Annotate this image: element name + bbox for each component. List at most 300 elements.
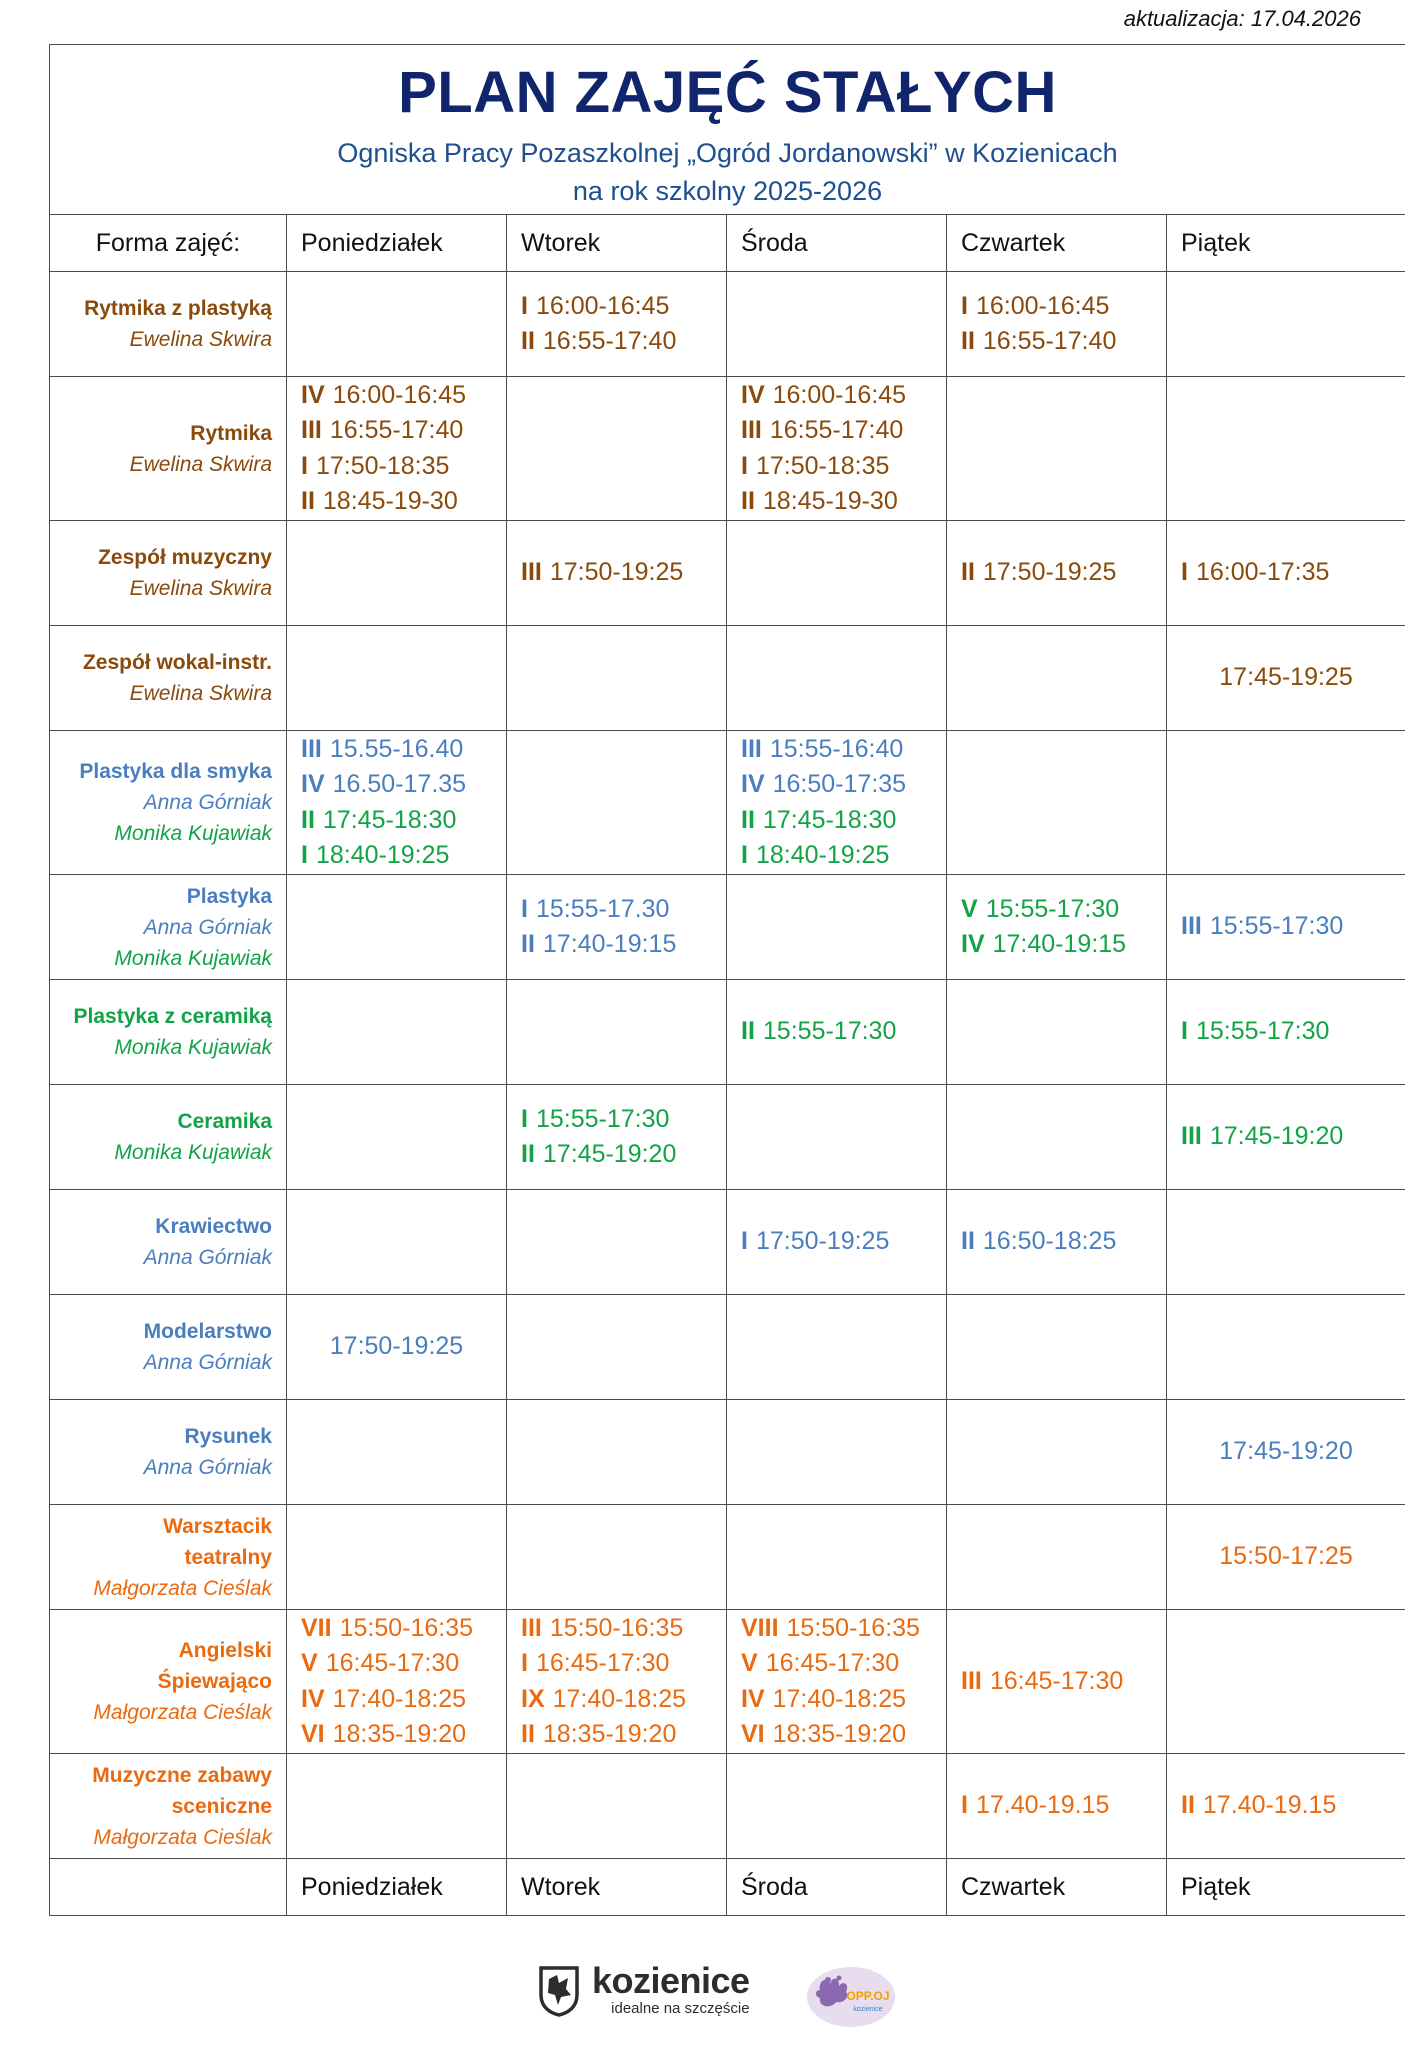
schedule-cell-wed [727, 626, 947, 731]
footer-day-mon: Poniedziałek [287, 1859, 507, 1916]
schedule-cell-thu [947, 1610, 1167, 1754]
schedule-cell-tue [507, 272, 727, 377]
schedule-cell-fri [1167, 1505, 1405, 1610]
time-slot [301, 732, 506, 768]
teacher-name: Anna Górniak [143, 1456, 272, 1479]
time-range: 17:45-19:20 [1219, 1437, 1353, 1466]
group-label: IV [961, 930, 985, 958]
schedule-row [50, 521, 1405, 626]
schedule-row [50, 1505, 1405, 1610]
group-label: III [1181, 912, 1202, 941]
group-label: I [521, 894, 528, 923]
time-range: 16:45-17:30 [765, 1649, 900, 1677]
schedule-cell-tue [507, 731, 727, 875]
time-range: 17:50-19:25 [982, 558, 1117, 587]
schedule-cell-mon [287, 1400, 507, 1505]
time-range: 16:00-16:45 [535, 291, 670, 320]
group-label: I [741, 841, 748, 869]
time-range: 18:45-19-30 [762, 487, 898, 515]
time-slot [741, 1682, 946, 1718]
title-row [50, 45, 1405, 215]
activity-name: Ceramika [177, 1110, 272, 1133]
schedule-cell-tue [507, 377, 727, 521]
group-label: II [741, 487, 755, 515]
time-slot [301, 449, 506, 485]
activity-name: Rytmika [190, 421, 272, 445]
group-label: V [961, 894, 978, 923]
time-range: 18:40-19:25 [315, 841, 450, 869]
schedule-cell-wed [727, 1505, 947, 1610]
time-slot [521, 1611, 726, 1647]
time-range: 16.50-17.35 [332, 770, 467, 798]
schedule-cell-fri [1167, 377, 1405, 521]
time-range: 16:45-17:30 [989, 1666, 1124, 1695]
schedule-cell-tue [507, 1295, 727, 1400]
time-slot [961, 1664, 1166, 1700]
group-label: I [521, 1104, 528, 1133]
time-slot [961, 927, 1166, 963]
time-range: 16:55-17:40 [329, 416, 464, 444]
schedule-cell-thu [947, 1400, 1167, 1505]
time-slot [301, 803, 506, 839]
group-label: III [961, 1666, 982, 1695]
activity-cell [50, 875, 287, 980]
group-label: III [741, 416, 762, 444]
schedule-cell-tue [507, 1610, 727, 1754]
teacher-name: Ewelina Skwira [129, 682, 272, 705]
activity-cell [50, 1610, 287, 1754]
time-range: 17.40-19.15 [1202, 1791, 1337, 1820]
group-label: IV [301, 380, 325, 409]
group-label: III [521, 558, 542, 587]
kozienice-logo [538, 1960, 750, 2017]
schedule-row [50, 875, 1405, 980]
time-slot [741, 1717, 946, 1753]
group-label: I [301, 841, 308, 869]
time-slot [741, 378, 946, 414]
schedule-cell-wed [727, 272, 947, 377]
group-label: II [301, 805, 315, 834]
schedule-cell-wed [727, 731, 947, 875]
time-slot [521, 324, 726, 360]
time-range: 17:45-19:25 [1219, 663, 1353, 692]
kozienice-crest-icon [538, 1965, 580, 2017]
time-range: 15:55-17.30 [535, 894, 670, 923]
time-slot [961, 1788, 1166, 1824]
schedule-cell-tue [507, 875, 727, 980]
time-slot [741, 1014, 946, 1050]
opp-logo-subtext: kozienice [853, 2006, 883, 2013]
time-range: 16:55-17:40 [982, 327, 1117, 355]
schedule-cell-fri [1167, 1610, 1405, 1754]
footer-row [50, 1859, 1405, 1916]
activity-name: Modelarstwo [143, 1320, 272, 1343]
schedule-cell-mon [287, 272, 507, 377]
time-slot [521, 927, 726, 963]
time-slot [741, 1611, 946, 1647]
teacher-name: Anna Górniak [143, 791, 272, 814]
activity-cell [50, 731, 287, 875]
time-range: 16:50-17:35 [772, 770, 907, 798]
time-slot [301, 413, 506, 449]
time-slot [741, 449, 946, 485]
schedule-cell-tue [507, 1754, 727, 1859]
group-label: III [301, 416, 322, 444]
schedule-row [50, 626, 1405, 731]
group-label: IV [741, 380, 765, 409]
time-slot [1181, 555, 1405, 591]
schedule-table [49, 44, 1405, 1916]
time-slot [1167, 1434, 1405, 1470]
schedule-cell-thu [947, 1295, 1167, 1400]
group-label: III [1181, 1122, 1202, 1151]
schedule-row [50, 1400, 1405, 1505]
footer-logos [0, 1960, 1405, 2034]
schedule-cell-thu [947, 626, 1167, 731]
group-label: II [521, 1140, 535, 1168]
time-slot [741, 413, 946, 449]
teacher-name: Monika Kujawiak [114, 946, 272, 970]
brand-name: kozienice [592, 1960, 750, 2001]
time-slot [961, 555, 1166, 591]
schedule-row [50, 1610, 1405, 1754]
time-slot [741, 732, 946, 768]
time-slot [1167, 1539, 1405, 1575]
activity-cell [50, 1754, 287, 1859]
schedule-cell-wed [727, 1400, 947, 1505]
time-range: 17:45-19:20 [542, 1140, 677, 1168]
schedule-row [50, 731, 1405, 875]
schedule-row [50, 1295, 1405, 1400]
time-range: 18:35-19:20 [542, 1720, 677, 1748]
teacher-name: Anna Górniak [143, 1351, 272, 1374]
schedule-cell-thu [947, 272, 1167, 377]
time-range: 17:50-19:25 [329, 1332, 464, 1361]
time-slot [1167, 660, 1405, 696]
schedule-cell-wed [727, 980, 947, 1085]
title-cell [50, 45, 1405, 215]
activity-cell [50, 377, 287, 521]
group-label: I [1181, 558, 1188, 587]
footer-day-tue: Wtorek [507, 1859, 727, 1916]
time-slot [301, 1717, 506, 1753]
group-label: II [1181, 1791, 1195, 1820]
teacher-name: Ewelina Skwira [129, 328, 272, 351]
time-slot [521, 555, 726, 591]
opp-logo-text: OPP.OJ [846, 1989, 890, 2003]
time-slot [521, 1102, 726, 1138]
time-range: 17:40-18:25 [332, 1684, 467, 1713]
time-range: 15:55-16:40 [769, 734, 904, 763]
footer-empty-cell [50, 1859, 287, 1916]
teacher-name: Monika Kujawiak [114, 822, 272, 845]
schedule-cell-mon [287, 1190, 507, 1295]
activity-name: Krawiectwo [155, 1215, 272, 1238]
schedule-cell-tue [507, 1505, 727, 1610]
footer-day-wed: Środa [727, 1859, 947, 1916]
schedule-cell-mon [287, 875, 507, 980]
time-range: 17:40-19:15 [992, 930, 1127, 958]
activity-name: Śpiewająco [157, 1670, 272, 1693]
group-label: II [521, 1720, 535, 1748]
time-slot [961, 892, 1166, 928]
schedule-cell-wed [727, 521, 947, 626]
time-range: 17:40-18:25 [552, 1684, 687, 1713]
group-label: I [961, 291, 968, 320]
time-slot [1181, 1119, 1405, 1155]
footer-day-fri: Piątek [1167, 1859, 1405, 1916]
subtitle-line-1: Ogniska Pracy Pozaszkolnej „Ogród Jordanowski” w Kozienicach [337, 137, 1118, 168]
time-range: 18:45-19-30 [322, 487, 458, 515]
schedule-cell-wed [727, 377, 947, 521]
schedule-cell-fri [1167, 1754, 1405, 1859]
schedule-cell-wed [727, 875, 947, 980]
time-range: 17:40-18:25 [772, 1684, 907, 1713]
time-range: 17:45-18:30 [322, 805, 457, 834]
activity-cell [50, 1505, 287, 1610]
time-slot [521, 892, 726, 928]
group-label: VI [301, 1720, 325, 1748]
schedule-cell-mon [287, 980, 507, 1085]
time-range: 17:50-19:25 [755, 1227, 890, 1256]
time-range: 15:50-16:35 [786, 1613, 920, 1642]
group-label: II [521, 327, 535, 355]
time-slot [961, 1224, 1166, 1260]
time-range: 18:35-19:20 [332, 1720, 467, 1748]
page-subtitle [50, 134, 1405, 210]
header-day-wed: Środa [727, 215, 947, 272]
time-slot [301, 838, 506, 874]
time-range: 17:50-18:35 [755, 451, 890, 480]
schedule-cell-thu [947, 980, 1167, 1085]
time-slot [521, 1682, 726, 1718]
group-label: II [741, 805, 755, 834]
group-label: I [521, 291, 528, 320]
teacher-name: Małgorzata Cieślak [93, 1701, 272, 1724]
schedule-cell-tue [507, 1085, 727, 1190]
opp-logo [806, 1966, 896, 2033]
time-slot [301, 767, 506, 803]
activity-cell [50, 1400, 287, 1505]
header-day-mon: Poniedziałek [287, 215, 507, 272]
schedule-cell-wed [727, 1610, 947, 1754]
group-label: IV [301, 1684, 325, 1713]
header-form: Forma zajęć: [50, 215, 287, 272]
schedule-cell-tue [507, 1400, 727, 1505]
activity-cell [50, 272, 287, 377]
schedule-cell-fri [1167, 1085, 1405, 1190]
group-label: I [521, 1649, 528, 1677]
teacher-name: Ewelina Skwira [129, 452, 272, 476]
time-slot [301, 484, 506, 520]
header-day-fri: Piątek [1167, 215, 1405, 272]
schedule-cell-thu [947, 1190, 1167, 1295]
group-label: I [1181, 1017, 1188, 1046]
header-row [50, 215, 1405, 272]
schedule-cell-tue [507, 980, 727, 1085]
schedule-row [50, 1190, 1405, 1295]
subtitle-line-2: na rok szkolny 2025-2026 [572, 175, 883, 206]
group-label: I [301, 451, 308, 480]
time-range: 18:40-19:25 [755, 841, 890, 869]
schedule-row [50, 1085, 1405, 1190]
time-range: 16:00-16:45 [332, 380, 467, 409]
schedule-cell-thu [947, 377, 1167, 521]
schedule-cell-fri [1167, 731, 1405, 875]
activity-name: Angielski [178, 1639, 272, 1662]
time-range: 16:45-17:30 [535, 1649, 670, 1677]
activity-name: Muzyczne zabawy [92, 1763, 272, 1787]
group-label: II [961, 327, 975, 355]
time-range: 15:50-17:25 [1219, 1542, 1353, 1571]
time-slot [741, 484, 946, 520]
group-label: II [741, 1017, 755, 1046]
activity-cell [50, 1085, 287, 1190]
schedule-cell-mon [287, 731, 507, 875]
time-range: 16:00-17:35 [1195, 558, 1330, 587]
schedule-cell-fri [1167, 272, 1405, 377]
schedule-cell-wed [727, 1295, 947, 1400]
schedule-cell-fri [1167, 626, 1405, 731]
schedule-cell-fri [1167, 521, 1405, 626]
activity-name: Zespół muzyczny [98, 546, 272, 569]
schedule-cell-tue [507, 1190, 727, 1295]
group-label: VII [301, 1613, 332, 1642]
schedule-cell-mon [287, 521, 507, 626]
time-slot [287, 1329, 506, 1365]
schedule-cell-thu [947, 1754, 1167, 1859]
time-slot [741, 1224, 946, 1260]
activity-cell [50, 980, 287, 1085]
group-label: II [521, 930, 535, 958]
schedule-cell-mon [287, 377, 507, 521]
time-range: 15.55-16.40 [329, 734, 464, 763]
teacher-name: Anna Górniak [143, 915, 272, 939]
opp-oj-logo-graphic [806, 1966, 896, 2028]
time-slot [741, 838, 946, 874]
time-range: 17:50-18:35 [315, 451, 450, 480]
group-label: V [301, 1649, 318, 1677]
time-slot [301, 1646, 506, 1682]
time-slot [741, 1646, 946, 1682]
teacher-name: Anna Górniak [143, 1246, 272, 1269]
time-range: 15:55-17:30 [1209, 912, 1344, 941]
schedule-cell-fri [1167, 1400, 1405, 1505]
group-label: III [301, 734, 322, 763]
time-range: 17:45-19:20 [1209, 1122, 1344, 1151]
group-label: III [521, 1613, 542, 1642]
schedule-cell-mon [287, 626, 507, 731]
time-range: 17:45-18:30 [762, 805, 897, 834]
activity-name: teatralny [184, 1545, 272, 1569]
schedule-cell-fri [1167, 1190, 1405, 1295]
group-label: II [961, 1227, 975, 1256]
schedule-cell-mon [287, 1505, 507, 1610]
group-label: I [961, 1791, 968, 1820]
kozienice-wordmark [592, 1960, 750, 2017]
activity-cell [50, 626, 287, 731]
time-range: 15:50-16:35 [549, 1613, 684, 1642]
group-label: IX [521, 1684, 545, 1713]
time-range: 15:50-16:35 [339, 1613, 474, 1642]
teacher-name: Monika Kujawiak [114, 1141, 272, 1164]
schedule-cell-mon [287, 1610, 507, 1754]
time-slot [1181, 909, 1405, 945]
activity-cell [50, 1190, 287, 1295]
group-label: I [741, 451, 748, 480]
schedule-cell-tue [507, 521, 727, 626]
group-label: IV [301, 770, 325, 798]
time-slot [1181, 1014, 1405, 1050]
group-label: VI [741, 1720, 765, 1748]
time-range: 17:50-19:25 [549, 558, 684, 587]
group-label: I [741, 1227, 748, 1256]
schedule-cell-fri [1167, 875, 1405, 980]
time-range: 15:55-17:30 [535, 1104, 670, 1133]
time-slot [961, 324, 1166, 360]
time-slot [741, 767, 946, 803]
group-label: IV [741, 770, 765, 798]
time-range: 15:55-17:30 [985, 894, 1120, 923]
group-label: IV [741, 1684, 765, 1713]
group-label: V [741, 1649, 758, 1677]
time-slot [301, 1682, 506, 1718]
time-slot [521, 1137, 726, 1173]
activity-name: Warsztacik [163, 1514, 272, 1538]
time-range: 16:55-17:40 [542, 327, 677, 355]
teacher-name: Ewelina Skwira [129, 577, 272, 600]
schedule-cell-thu [947, 1085, 1167, 1190]
group-label: III [741, 734, 762, 763]
time-slot [521, 289, 726, 325]
schedule-cell-mon [287, 1085, 507, 1190]
group-label: II [301, 487, 315, 515]
time-range: 15:55-17:30 [762, 1017, 897, 1046]
time-range: 15:55-17:30 [1195, 1017, 1330, 1046]
time-slot [1181, 1788, 1405, 1824]
activity-name: Plastyka z ceramiką [73, 1005, 272, 1028]
activity-name: Plastyka dla smyka [79, 760, 272, 783]
page-title: PLAN ZAJĘĆ STAŁYCH [398, 59, 1057, 125]
schedule-cell-wed [727, 1754, 947, 1859]
schedule-row [50, 1754, 1405, 1859]
time-slot [521, 1646, 726, 1682]
schedule-cell-thu [947, 731, 1167, 875]
schedule-cell-thu [947, 521, 1167, 626]
time-slot [301, 378, 506, 414]
schedule-row [50, 272, 1405, 377]
schedule-row [50, 377, 1405, 521]
teacher-name: Małgorzata Cieślak [93, 1825, 272, 1849]
schedule-cell-wed [727, 1190, 947, 1295]
schedule-cell-fri [1167, 1295, 1405, 1400]
time-range: 16:55-17:40 [769, 416, 904, 444]
schedule-cell-thu [947, 1505, 1167, 1610]
brand-slogan: idealne na szczęście [611, 2000, 750, 2017]
schedule-cell-wed [727, 1085, 947, 1190]
update-note: aktualizacja: 17.04.2026 [1123, 6, 1361, 31]
group-label: VIII [741, 1613, 779, 1642]
group-label: II [961, 558, 975, 587]
teacher-name: Monika Kujawiak [114, 1036, 272, 1059]
time-slot [521, 1717, 726, 1753]
activity-cell [50, 1295, 287, 1400]
activity-cell [50, 521, 287, 626]
schedule-body [50, 272, 1405, 1859]
time-range: 16:50-18:25 [982, 1227, 1117, 1256]
schedule-cell-tue [507, 626, 727, 731]
activity-name: Rytmika z plastyką [84, 297, 272, 320]
